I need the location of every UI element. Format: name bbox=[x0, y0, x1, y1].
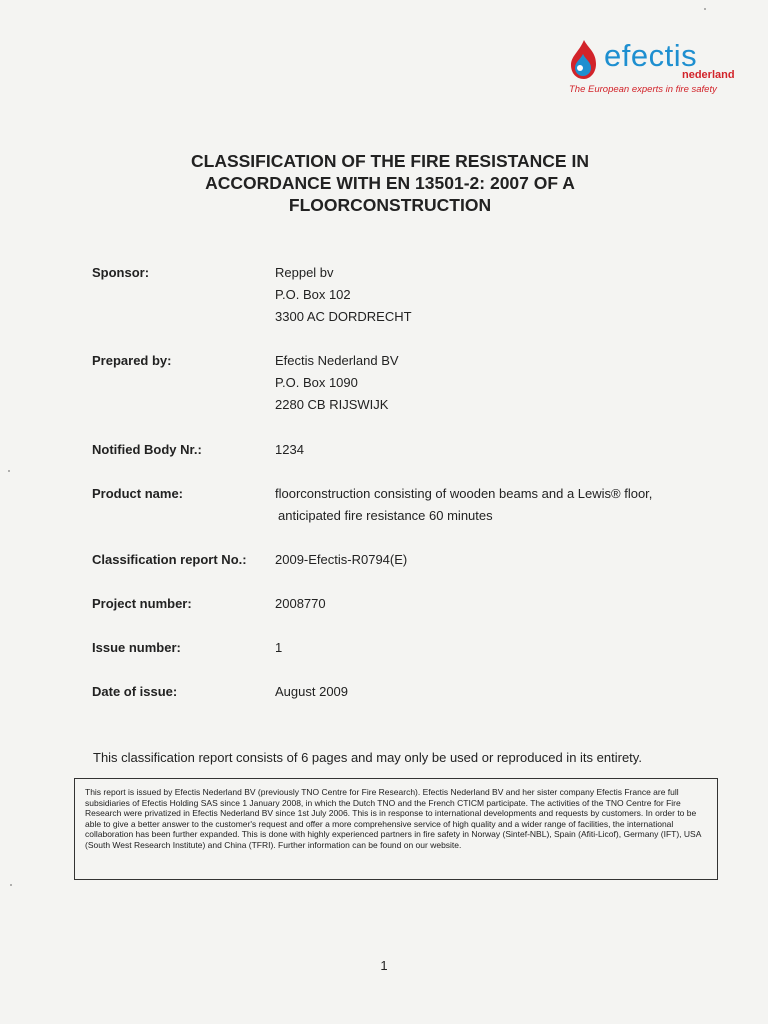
disclaimer-text: This report is issued by Efectis Nederland BV (previously TNO Centre for Fire Research). Efectis Nederland BV and her sister company Efectis France are full subsidiaries of Efectis Holding SAS since 1 January 2008, in which the Dutch TNO and the French CTICM participate. The activities of the TNO Centre for Fire Research were privatized in Efectis Nederland BV since 1st July 2006. This is in response to international developments and requests by customers. In order to be able to give a better answer to the customer's request and offer a more comprehensive service of high quality and a wider range of facilities, the international collaboration has been further expanded. This is done with highly experienced partners in fire safety in Norway (Sintef-NBL), Spain (Afiti-Licof), Germany (IFT), USA (South West Research Institute) and China (TFRI). Further information can be found on our website. bbox=[85, 787, 701, 850]
value-line: 1 bbox=[275, 640, 283, 655]
field-value bbox=[275, 637, 715, 659]
title-line: FLOORCONSTRUCTION bbox=[288, 195, 492, 215]
value-line: 2008770 bbox=[275, 596, 326, 611]
field-label: Date of issue: bbox=[92, 684, 178, 699]
field-label: Prepared by: bbox=[92, 353, 172, 368]
field-value bbox=[275, 262, 715, 328]
value-line: 3300 AC DORDRECHT bbox=[275, 309, 412, 324]
field-value bbox=[275, 593, 715, 615]
field-value bbox=[275, 681, 715, 703]
field-label: Issue number: bbox=[92, 640, 181, 655]
value-line: 1234 bbox=[275, 442, 304, 457]
efectis-logo bbox=[566, 38, 735, 98]
logo-subtitle: nederland bbox=[682, 69, 735, 81]
field-label: Product name: bbox=[92, 486, 184, 501]
field-label: Project number: bbox=[92, 596, 192, 611]
value-line: P.O. Box 102 bbox=[275, 287, 351, 302]
field-label: Notified Body Nr.: bbox=[92, 442, 202, 457]
flame-drop-icon bbox=[566, 38, 602, 82]
value-line: Efectis Nederland BV bbox=[275, 353, 399, 368]
value-line: P.O. Box 1090 bbox=[275, 375, 358, 390]
disclaimer-box bbox=[74, 778, 718, 880]
field-value bbox=[275, 350, 715, 416]
scan-speck bbox=[10, 884, 12, 886]
value-line: 2280 CB RIJSWIJK bbox=[275, 397, 389, 412]
scan-speck bbox=[704, 8, 706, 10]
value-line: Reppel bv bbox=[275, 265, 334, 280]
value-line: August 2009 bbox=[275, 684, 349, 699]
logo-tagline: The European experts in fire safety bbox=[569, 84, 717, 95]
value-line: anticipated fire resistance 60 minutes bbox=[278, 508, 493, 523]
field-value bbox=[275, 549, 715, 571]
page-number: 1 bbox=[380, 958, 388, 973]
field-label: Sponsor: bbox=[92, 265, 150, 280]
logo-wordmark: efectis bbox=[604, 38, 698, 73]
field-label: Classification report No.: bbox=[92, 552, 247, 567]
field-value bbox=[275, 483, 715, 527]
scan-speck bbox=[8, 470, 10, 472]
reproduction-notice: This classification report consists of 6 pages and may only be used or reproduced in its entirety. bbox=[93, 750, 642, 765]
value-line: floorconstruction consisting of wooden beams and a Lewis® floor, bbox=[275, 486, 653, 501]
value-line: 2009-Efectis-R0794(E) bbox=[275, 552, 408, 567]
title-line: ACCORDANCE WITH EN 13501-2: 2007 OF A bbox=[205, 173, 575, 193]
document-title bbox=[100, 150, 680, 216]
field-value bbox=[275, 439, 715, 461]
title-line: CLASSIFICATION OF THE FIRE RESISTANCE IN bbox=[191, 151, 589, 171]
